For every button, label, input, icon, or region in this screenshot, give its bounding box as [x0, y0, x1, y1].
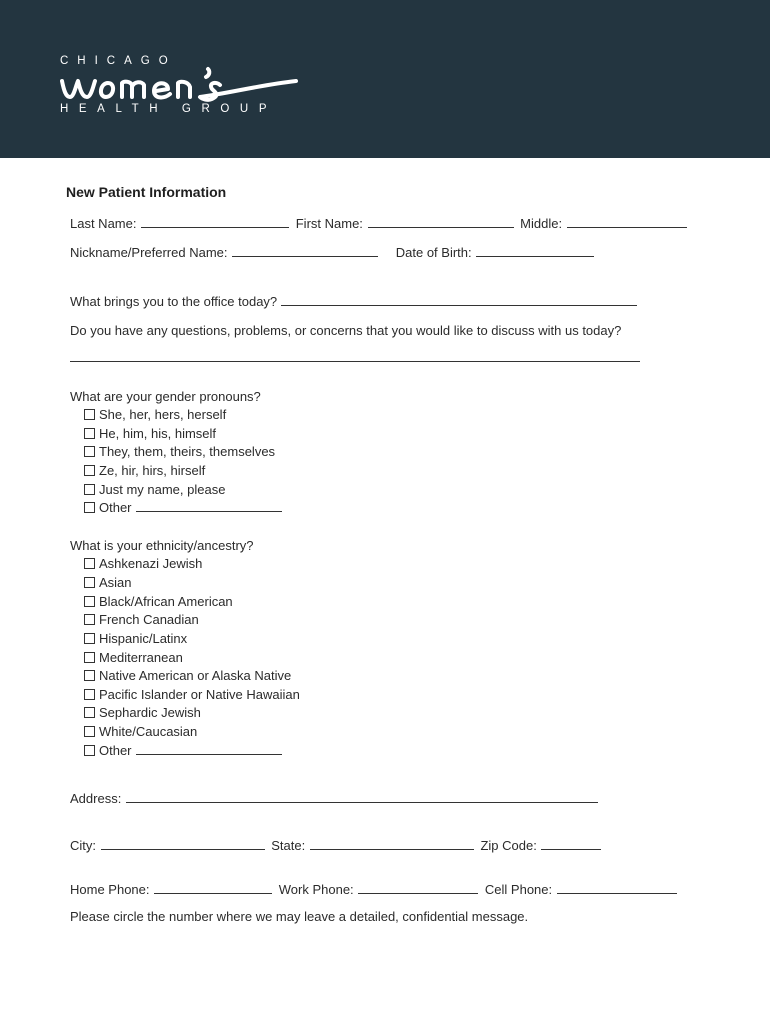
logo-line-health-group: HEALTH GROUP — [60, 103, 278, 115]
city-label: City: — [70, 838, 96, 853]
checkbox[interactable] — [84, 577, 95, 588]
address-field[interactable] — [126, 791, 598, 803]
checkbox[interactable] — [84, 707, 95, 718]
pronoun-option[interactable] — [84, 426, 216, 441]
ethnicity-option[interactable] — [84, 724, 197, 739]
first-name-label: First Name: — [295, 216, 363, 231]
middle-field[interactable] — [567, 216, 687, 228]
dob-field[interactable] — [476, 245, 594, 257]
dob-label: Date of Birth: — [395, 245, 472, 260]
checkbox[interactable] — [84, 670, 95, 681]
ethnicity-question: What is your ethnicity/ancestry? — [70, 538, 254, 553]
option-label: Hispanic/Latinx — [99, 631, 188, 646]
checkbox[interactable] — [84, 409, 95, 420]
circle-note: Please circle the number where we may leave a detailed, confidential message. — [70, 909, 529, 924]
checkbox[interactable] — [84, 614, 95, 625]
state-label: State: — [271, 838, 306, 853]
ethnicity-other-field[interactable] — [136, 743, 282, 755]
brings-label: What brings you to the office today? — [70, 294, 278, 309]
logo-line-chicago: CHICAGO — [60, 55, 177, 67]
pronoun-other-field[interactable] — [136, 500, 282, 512]
ethnicity-option[interactable] — [84, 594, 233, 609]
cell-phone-field[interactable] — [557, 882, 677, 894]
ethnicity-option[interactable] — [84, 668, 291, 683]
cell-phone-label: Cell Phone: — [484, 882, 553, 897]
ethnicity-option[interactable] — [84, 687, 300, 702]
ethnicity-option[interactable] — [84, 705, 201, 720]
home-phone-field[interactable] — [154, 882, 272, 894]
option-label: He, him, his, himself — [99, 426, 217, 441]
brings-field[interactable] — [281, 294, 637, 306]
phone-row — [70, 882, 680, 897]
last-name-field[interactable] — [141, 216, 289, 228]
nickname-field[interactable] — [232, 245, 378, 257]
pronoun-option[interactable] — [84, 463, 205, 478]
option-label: White/Caucasian — [99, 724, 198, 739]
address-row — [70, 791, 601, 806]
zip-field[interactable] — [541, 838, 601, 850]
option-label: Asian — [99, 575, 132, 590]
option-label: Ze, hir, hirs, hirself — [99, 463, 206, 478]
last-name-label: Last Name: — [70, 216, 137, 231]
option-label: Black/African American — [99, 594, 233, 609]
city-row — [70, 838, 604, 853]
checkbox[interactable] — [84, 633, 95, 644]
ethnicity-option[interactable] — [84, 575, 132, 590]
option-label: They, them, theirs, themselves — [99, 444, 276, 459]
work-phone-label: Work Phone: — [278, 882, 354, 897]
checkbox[interactable] — [84, 502, 95, 513]
option-label: Ashkenazi Jewish — [99, 556, 203, 571]
ethnicity-option[interactable] — [84, 612, 199, 627]
city-field[interactable] — [101, 838, 265, 850]
pronoun-option-other[interactable] — [84, 500, 285, 515]
ethnicity-option[interactable] — [84, 650, 183, 665]
option-label: Mediterranean — [99, 650, 183, 665]
option-label: French Canadian — [99, 612, 199, 627]
option-label: Just my name, please — [99, 482, 226, 497]
checkbox[interactable] — [84, 484, 95, 495]
option-label: Native American or Alaska Native — [99, 668, 292, 683]
nickname-label: Nickname/Preferred Name: — [70, 245, 228, 260]
checkbox[interactable] — [84, 726, 95, 737]
checkbox[interactable] — [84, 465, 95, 476]
checkbox[interactable] — [84, 558, 95, 569]
home-phone-label: Home Phone: — [70, 882, 150, 897]
work-phone-field[interactable] — [358, 882, 478, 894]
form-title: New Patient Information — [66, 184, 227, 200]
checkbox[interactable] — [84, 745, 95, 756]
ethnicity-option-other[interactable] — [84, 743, 285, 758]
checkbox[interactable] — [84, 446, 95, 457]
pronoun-option[interactable] — [84, 407, 226, 422]
first-name-field[interactable] — [368, 216, 514, 228]
ethnicity-option[interactable] — [84, 556, 202, 571]
option-label: Sephardic Jewish — [99, 705, 201, 720]
pronouns-question: What are your gender pronouns? — [70, 389, 261, 404]
checkbox[interactable] — [84, 652, 95, 663]
questions-label: Do you have any questions, problems, or concerns that you would like to discuss with us today? — [70, 323, 622, 338]
address-label: Address: — [70, 791, 122, 806]
questions-row — [70, 350, 643, 365]
checkbox[interactable] — [84, 596, 95, 607]
pronoun-option[interactable] — [84, 444, 275, 459]
option-label: Other — [99, 743, 132, 758]
option-label: She, her, hers, herself — [99, 407, 227, 422]
nickname-row — [70, 245, 597, 260]
state-field[interactable] — [310, 838, 474, 850]
option-label: Pacific Islander or Native Hawaiian — [99, 687, 300, 702]
name-row — [70, 216, 690, 231]
checkbox[interactable] — [84, 428, 95, 439]
pronoun-option[interactable] — [84, 482, 225, 497]
option-label: Other — [99, 500, 132, 515]
brings-row — [70, 294, 640, 309]
ethnicity-option[interactable] — [84, 631, 187, 646]
questions-field[interactable] — [70, 350, 640, 362]
checkbox[interactable] — [84, 689, 95, 700]
zip-label: Zip Code: — [480, 838, 537, 853]
middle-label: Middle: — [520, 216, 563, 231]
